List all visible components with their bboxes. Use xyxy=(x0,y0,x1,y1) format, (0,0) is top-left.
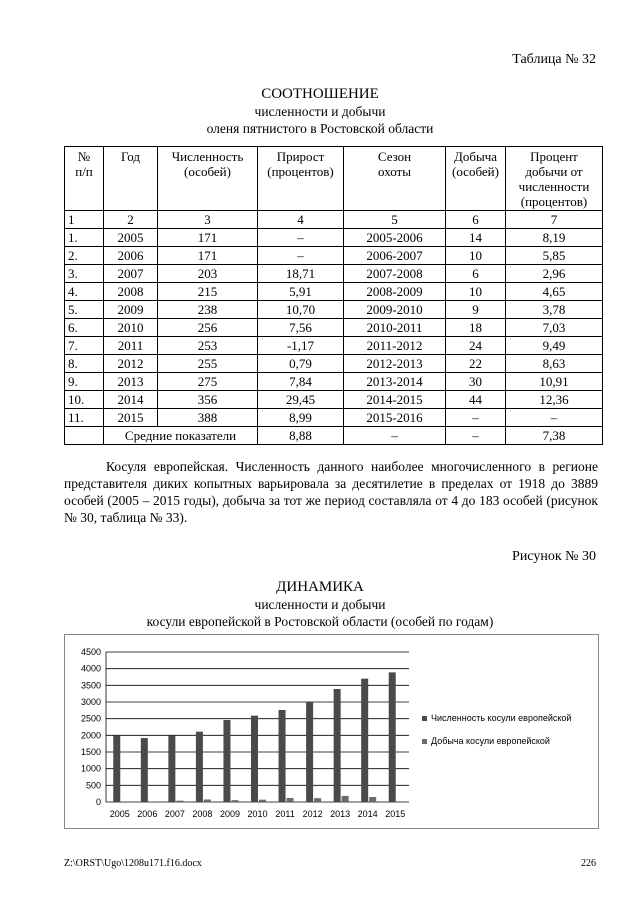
chart-svg xyxy=(65,635,598,828)
table-cell: 2005 xyxy=(104,229,158,247)
column-number-cell: 6 xyxy=(446,211,506,229)
table-cell: 8. xyxy=(65,355,104,373)
table-row xyxy=(65,265,603,283)
table-cell: – xyxy=(446,409,506,427)
table-row xyxy=(65,391,603,409)
bar-population xyxy=(113,736,120,802)
table-cell: 388 xyxy=(158,409,258,427)
header-cell: № п/п xyxy=(65,147,104,211)
column-number-cell: 7 xyxy=(506,211,603,229)
table-row xyxy=(65,229,603,247)
x-tick-label: 2009 xyxy=(219,809,240,819)
table-cell: 2007-2008 xyxy=(344,265,446,283)
bar-harvest xyxy=(204,800,211,803)
table-cell: 1. xyxy=(65,229,104,247)
y-tick-label: 1500 xyxy=(80,747,101,757)
table-cell: 8,63 xyxy=(506,355,603,373)
x-tick-label: 2007 xyxy=(164,809,185,819)
table-cell: 2008 xyxy=(104,283,158,301)
average-value: – xyxy=(344,427,446,445)
table-cell: 14 xyxy=(446,229,506,247)
table-header xyxy=(65,147,603,211)
x-tick-label: 2005 xyxy=(109,809,130,819)
table-cell: 2009-2010 xyxy=(344,301,446,319)
table-cell: 255 xyxy=(158,355,258,373)
table-cell: 10 xyxy=(446,283,506,301)
header-cell: Численность (особей) xyxy=(158,147,258,211)
bar-population xyxy=(334,689,341,802)
y-tick-label: 4000 xyxy=(80,663,101,674)
table-cell: 11. xyxy=(65,409,104,427)
y-tick-label: 2000 xyxy=(80,730,101,741)
table-cell: 171 xyxy=(158,247,258,265)
legend-swatch xyxy=(422,716,427,721)
table-cell: 2008-2009 xyxy=(344,283,446,301)
bar-population xyxy=(141,738,148,802)
table-cell: 2012-2013 xyxy=(344,355,446,373)
table-cell: 4,65 xyxy=(506,283,603,301)
x-tick-label: 2010 xyxy=(247,809,268,819)
table-cell: 10,91 xyxy=(506,373,603,391)
table-cell: 12,36 xyxy=(506,391,603,409)
average-value: 7,38 xyxy=(506,427,603,445)
table-cell: 30 xyxy=(446,373,506,391)
figure-label: Рисунок № 30 xyxy=(512,549,596,564)
table-cell: 9,49 xyxy=(506,337,603,355)
x-tick-label: 2006 xyxy=(137,809,158,819)
table-row xyxy=(65,409,603,427)
footer-page-number: 226 xyxy=(581,858,596,869)
table-cell: 2006-2007 xyxy=(344,247,446,265)
table-cell: 9. xyxy=(65,373,104,391)
table-cell: 238 xyxy=(158,301,258,319)
table-cell: 2,96 xyxy=(506,265,603,283)
column-number-cell: 5 xyxy=(344,211,446,229)
table-cell: 2011 xyxy=(104,337,158,355)
bar-harvest xyxy=(314,798,321,802)
table-cell: 2010 xyxy=(104,319,158,337)
legend-swatch xyxy=(422,739,427,744)
table-cell: 7,03 xyxy=(506,319,603,337)
footer-file-path: Z:\ORST\Ugo\1208u171.f16.docx xyxy=(64,858,202,869)
header-cell: Прирост (процентов) xyxy=(258,147,344,211)
table-cell: 44 xyxy=(446,391,506,409)
table-cell: 3. xyxy=(65,265,104,283)
y-tick-label: 1000 xyxy=(80,763,101,774)
table-cell: 203 xyxy=(158,265,258,283)
table-cell: 2014-2015 xyxy=(344,391,446,409)
bar-population xyxy=(196,732,203,802)
x-tick-label: 2013 xyxy=(330,809,351,819)
x-tick-label: 2014 xyxy=(357,809,378,819)
table-cell: 2012 xyxy=(104,355,158,373)
average-value: – xyxy=(446,427,506,445)
table-cell: 253 xyxy=(158,337,258,355)
table-cell: – xyxy=(258,247,344,265)
y-tick-label: 3500 xyxy=(80,680,101,691)
table-cell: 22 xyxy=(446,355,506,373)
table-row xyxy=(65,355,603,373)
figure-subtitle-1: численности и добычи xyxy=(254,597,386,612)
table-cell: 0,79 xyxy=(258,355,344,373)
table-cell: 3,78 xyxy=(506,301,603,319)
table-cell: 171 xyxy=(158,229,258,247)
column-number-cell: 2 xyxy=(104,211,158,229)
table-cell: 10. xyxy=(65,391,104,409)
table-cell: 356 xyxy=(158,391,258,409)
bar-population xyxy=(168,736,175,802)
table-subtitle-1: численности и добычи xyxy=(254,104,386,119)
table-subtitle-2: оленя пятнистого в Ростовской области xyxy=(206,121,434,136)
table-cell: 2010-2011 xyxy=(344,319,446,337)
bar-population xyxy=(389,672,396,802)
table-row xyxy=(65,247,603,265)
table-cell: 2015-2016 xyxy=(344,409,446,427)
table-cell: 2. xyxy=(65,247,104,265)
table-cell: 7,84 xyxy=(258,373,344,391)
bar-harvest xyxy=(369,797,376,802)
table-cell: 4. xyxy=(65,283,104,301)
table-cell: 2013-2014 xyxy=(344,373,446,391)
figure-title: ДИНАМИКА xyxy=(276,579,364,595)
table-body xyxy=(65,211,603,445)
bar-population xyxy=(251,716,258,802)
x-tick-label: 2015 xyxy=(385,809,406,819)
bar-population xyxy=(306,702,313,802)
table-cell: – xyxy=(506,409,603,427)
chart xyxy=(64,634,599,829)
bar-harvest xyxy=(342,796,349,802)
data-table xyxy=(64,146,603,445)
table-cell: 2007 xyxy=(104,265,158,283)
table-cell: 7,56 xyxy=(258,319,344,337)
table-cell: 2005-2006 xyxy=(344,229,446,247)
bar-harvest xyxy=(287,798,294,802)
y-tick-label: 500 xyxy=(85,780,101,791)
table-cell: 5. xyxy=(65,301,104,319)
table-cell: 2011-2012 xyxy=(344,337,446,355)
average-label: Средние показатели xyxy=(104,427,258,445)
y-tick-label: 4500 xyxy=(80,647,101,657)
legend-label: Добыча косули европейской xyxy=(431,736,550,746)
x-tick-label: 2011 xyxy=(275,809,295,819)
table-cell: 215 xyxy=(158,283,258,301)
y-tick-label: 3000 xyxy=(80,697,101,707)
column-number-cell: 1 xyxy=(65,211,104,229)
table-cell: 2014 xyxy=(104,391,158,409)
header-cell: Процент добычи от численности (процентов) xyxy=(506,147,603,211)
table-row xyxy=(65,337,603,355)
bar-population xyxy=(223,720,230,802)
table-row xyxy=(65,373,603,391)
table-cell: 6. xyxy=(65,319,104,337)
table-cell: 5,91 xyxy=(258,283,344,301)
table-cell: 275 xyxy=(158,373,258,391)
bar-harvest xyxy=(259,800,266,802)
figure-subtitle-2: косули европейской в Ростовской области (особей по годам) xyxy=(146,614,494,629)
table-cell: 2013 xyxy=(104,373,158,391)
table-row xyxy=(65,301,603,319)
table-cell: 2015 xyxy=(104,409,158,427)
table-cell: 6 xyxy=(446,265,506,283)
table-row xyxy=(65,283,603,301)
empty-cell xyxy=(65,427,104,445)
body-paragraph: Косуля европейская. Численность данного наиболее многочисленного в регионе представителя диких копытных варьировала за десятилетие в пределах от 1918 до 3889 особей (2005 – 2015 годы), добыча за тот же период составляла от 4 до 183 особей (рисунок № 30, таблица № 33). xyxy=(64,459,598,525)
bar-population xyxy=(279,710,286,802)
x-tick-label: 2008 xyxy=(192,809,213,819)
table-cell: 18 xyxy=(446,319,506,337)
header-cell: Добыча (особей) xyxy=(446,147,506,211)
average-value: 8,88 xyxy=(258,427,344,445)
table-title: СООТНОШЕНИЕ xyxy=(261,86,379,102)
table-cell: 8,19 xyxy=(506,229,603,247)
column-number-cell: 4 xyxy=(258,211,344,229)
table-cell: 256 xyxy=(158,319,258,337)
header-cell: Год xyxy=(104,147,158,211)
table-cell: 8,99 xyxy=(258,409,344,427)
average-row xyxy=(65,427,603,445)
table-cell: 10 xyxy=(446,247,506,265)
bar-harvest xyxy=(231,800,238,802)
table-cell: 7. xyxy=(65,337,104,355)
column-number-row xyxy=(65,211,603,229)
column-number-cell: 3 xyxy=(158,211,258,229)
table-cell: 9 xyxy=(446,301,506,319)
y-tick-label: 2500 xyxy=(80,713,101,724)
table-cell: – xyxy=(258,229,344,247)
table-cell: 2006 xyxy=(104,247,158,265)
legend-label: Численность косули европейской xyxy=(431,713,572,723)
table-label: Таблица № 32 xyxy=(512,52,596,67)
x-tick-label: 2012 xyxy=(302,809,323,819)
table-cell: -1,17 xyxy=(258,337,344,355)
table-cell: 18,71 xyxy=(258,265,344,283)
table-cell: 10,70 xyxy=(258,301,344,319)
table-cell: 24 xyxy=(446,337,506,355)
bar-population xyxy=(361,679,368,802)
table-cell: 29,45 xyxy=(258,391,344,409)
bar-harvest xyxy=(176,801,183,802)
table-cell: 2009 xyxy=(104,301,158,319)
table-cell: 5,85 xyxy=(506,247,603,265)
header-cell: Сезон охоты xyxy=(344,147,446,211)
table-row xyxy=(65,319,603,337)
y-tick-label: 0 xyxy=(95,797,101,807)
